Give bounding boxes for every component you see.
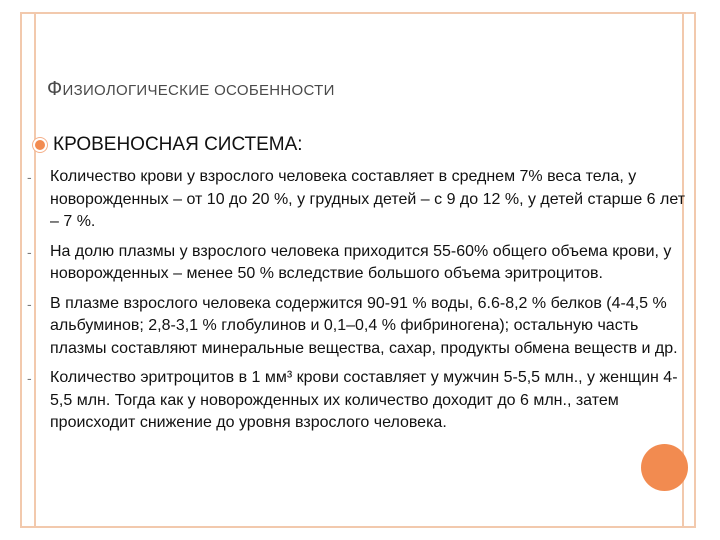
dash-bullet: -: [27, 243, 32, 260]
list-item-text: Количество эритроцитов в 1 мм³ крови составляет у мужчин 5-5,5 млн., у женщин 4-5,5 млн. Тогда как у новорожденных их количество доходит до 6 млн., затем происходит снижение до уровня взрослого человека.: [50, 369, 678, 431]
circle-bullet-icon: [35, 140, 45, 150]
list-item-text: В плазме взрослого человека содержится 90-91 % воды, 6.6-8,2 % белков (4-4,5 % альбуминов; 2,8-3,1 % глобулинов и 0,1–0,4 % фибриногена); остальную часть плазмы составляют минеральные вещества, сахар, продукты обмена веществ и др.: [50, 294, 678, 357]
dash-bullet: -: [27, 370, 32, 386]
decorative-circle: [641, 444, 688, 491]
title-first-letter: Ф: [47, 78, 63, 100]
list-item: [27, 166, 687, 234]
list-item: [27, 241, 687, 286]
slide-title: [47, 78, 335, 101]
subtitle-text: КРОВЕНОСНАЯ СИСТЕМА:: [53, 134, 303, 155]
dash-bullet: -: [27, 295, 32, 312]
dash-bullet: -: [27, 169, 32, 185]
list-item-text: На долю плазмы у взрослого человека приходится 55-60% общего объема крови, у новорожденных – менее 50 % вследствие большого объема эритроцитов.: [50, 242, 672, 282]
list-item-text: Количество крови у взрослого человека составляет в среднем 7% веса тела, у новорожденных – от 10 до 20 %, у грудных детей – с 9 до 12 %, у детей старше 6 лет – 7 %.: [50, 168, 686, 230]
subtitle-row: [35, 134, 303, 156]
list-item: [27, 367, 687, 435]
bullet-list: [27, 166, 687, 442]
title-rest: ИЗИОЛОГИЧЕСКИЕ ОСОБЕННОСТИ: [62, 82, 335, 99]
list-item: [27, 293, 687, 361]
